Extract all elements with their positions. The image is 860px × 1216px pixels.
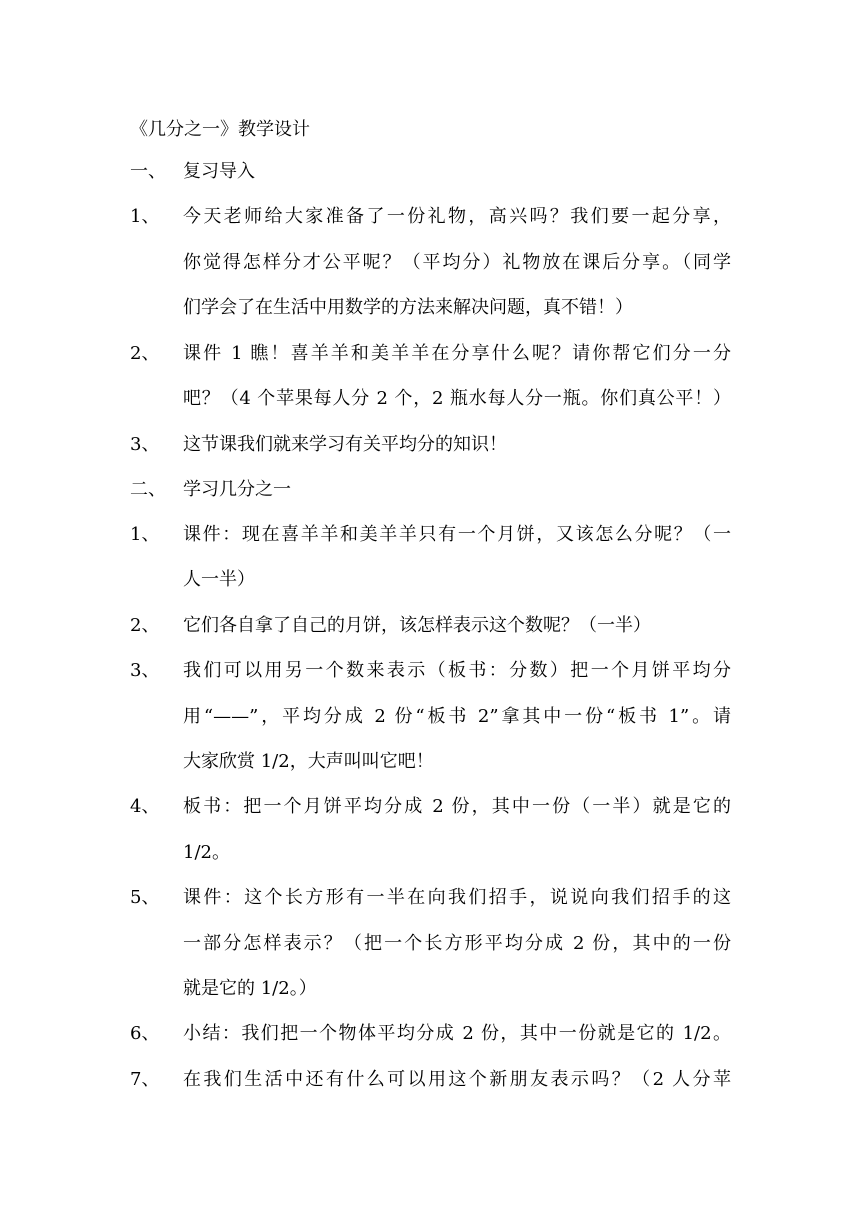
item-marker: 1、 [130, 206, 160, 227]
item-marker: 5、 [130, 887, 160, 908]
item-text-line: 1/2。 [183, 842, 230, 863]
section-marker: 二、 [130, 479, 166, 500]
item-marker: 6、 [130, 1023, 160, 1044]
section-marker: 一、 [130, 161, 166, 182]
item-text-line: 就是它的 1/2。） [183, 978, 317, 999]
item-marker: 7、 [130, 1069, 160, 1090]
section-heading-text: 学习几分之一 [183, 479, 291, 500]
item-text-line: 它们各自拿了自己的月饼，该怎样表示这个数呢？（一半） [183, 615, 651, 636]
item-text-line: 在我们生活中还有什么可以用这个新朋友表示吗？（2 人分苹 [183, 1069, 731, 1090]
item-marker: 2、 [130, 343, 160, 364]
item-marker: 2、 [130, 615, 160, 636]
item-text-line: 板书：把一个月饼平均分成 2 份，其中一份（一半）就是它的 [183, 796, 731, 817]
item-text-line: 今天老师给大家准备了一份礼物，高兴吗？我们要一起分享， [183, 206, 731, 227]
section-heading-text: 复习导入 [183, 161, 255, 182]
item-text-line: 大家欣赏 1/2，大声叫叫它吧！ [183, 751, 434, 772]
item-text-line: 小结：我们把一个物体平均分成 2 份，其中一份就是它的 1/2。 [183, 1023, 731, 1044]
item-marker: 3、 [130, 434, 160, 455]
item-text-line: 课件：现在喜羊羊和美羊羊只有一个月饼，又该怎么分呢？（一 [183, 524, 731, 545]
item-text-line: 们学会了在生活中用数学的方法来解决问题，真不错！） [183, 297, 633, 318]
item-text-line: 我们可以用另一个数来表示（板书：分数）把一个月饼平均分 [183, 660, 731, 681]
item-marker: 4、 [130, 796, 160, 817]
item-text-line: 你觉得怎样分才公平呢？（平均分）礼物放在课后分享。（同学 [183, 252, 731, 273]
item-text-line: 课件 1 瞧！喜羊羊和美羊羊在分享什么呢？请你帮它们分一分 [183, 343, 731, 364]
item-marker: 1、 [130, 524, 160, 545]
item-marker: 3、 [130, 660, 160, 681]
item-text-line: 课件：这个长方形有一半在向我们招手，说说向我们招手的这 [183, 887, 731, 908]
item-text-line: 一部分怎样表示？（把一个长方形平均分成 2 份，其中的一份 [183, 933, 731, 954]
item-text-line: 这节课我们就来学习有关平均分的知识！ [183, 434, 507, 455]
item-text-line: 用“——”，平均分成 2 份“板书 2”拿其中一份“板书 1”。请 [183, 706, 731, 727]
item-text-line: 吧？（4 个苹果每人分 2 个，2 瓶水每人分一瓶。你们真公平！） [183, 388, 731, 409]
item-text-line: 人一半） [183, 569, 255, 590]
document-title: 《几分之一》教学设计 [130, 119, 310, 140]
